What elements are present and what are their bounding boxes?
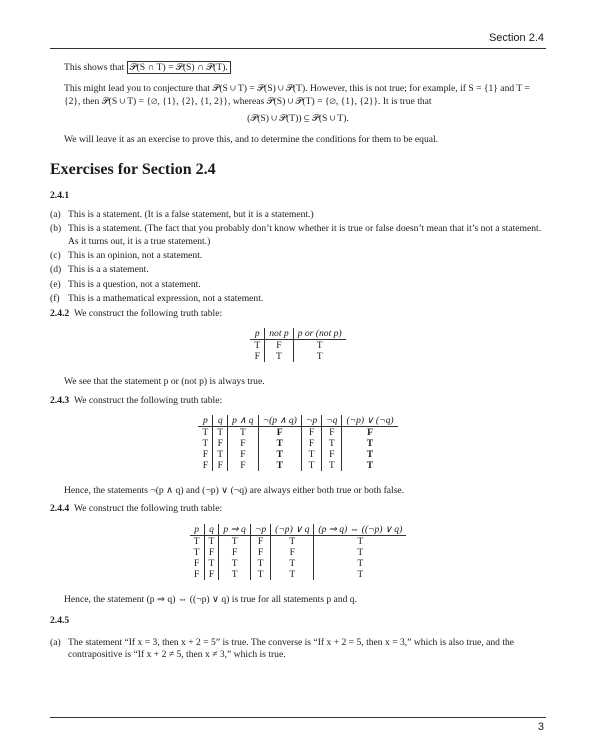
table-header: p ⇒ q <box>219 524 250 536</box>
truth-table-242 <box>250 328 345 362</box>
exercise-243-heading <box>50 395 546 407</box>
table-header: q <box>204 524 219 536</box>
exercise-conclusion: We see that the statement p or (not p) is always true. <box>64 376 265 388</box>
table-cell: T <box>198 438 212 449</box>
table-header: ¬p <box>250 524 270 536</box>
table-cell: F <box>228 449 258 460</box>
conjecture-paragraph: This might lead you to conjecture that 𝒫(S ∪ T) = 𝒫(S) ∪ 𝒫(T). However, this is not true; for example, if S = {1} and T = {2}, then 𝒫(S ∪ T) = {∅, {1}, {2}, {1, 2}}, whereas 𝒫(S) ∪ 𝒫(T) = {∅, {1}, {2}}. It is true that <box>64 83 530 107</box>
table-header: q <box>213 415 228 427</box>
table-cell: F <box>258 426 301 438</box>
exercise-245-list <box>50 637 546 662</box>
item-label: (c) <box>50 250 61 262</box>
list-item <box>50 293 546 305</box>
table-cell: T <box>366 448 374 460</box>
table-cell: T <box>258 438 301 449</box>
table-cell: T <box>204 535 219 547</box>
table-header: p <box>198 415 212 427</box>
table-row <box>250 351 345 362</box>
display-formula: (𝒫(S) ∪ 𝒫(T)) ⊆ 𝒫(S ∪ T). <box>247 113 349 125</box>
exercises-title: Exercises for Section 2.4 <box>50 161 216 179</box>
list-item <box>50 279 546 291</box>
table-cell: T <box>265 351 293 362</box>
table-cell: T <box>198 426 212 438</box>
table-cell: F <box>228 460 258 471</box>
truth-table-243 <box>198 415 397 471</box>
exercise-number: 2.4.2 <box>50 307 70 319</box>
table-cell: T <box>316 351 323 363</box>
table-row <box>198 449 397 460</box>
item-text: The statement “If x = 3, then x + 2 = 5” is true. The converse is “If x + 2 = 5, then x = 3,” which is also true, and the contrapositive is “If x + 2 ≠ 5, then x ≠ 3,” which is true. <box>68 636 515 660</box>
table-cell: T <box>250 340 264 352</box>
table-row <box>198 460 397 471</box>
table-cell: F <box>204 547 219 558</box>
table-header: ¬q <box>322 415 342 427</box>
table-row <box>190 535 407 547</box>
table-cell: F <box>213 460 228 471</box>
exercise-intro: We construct the following truth table: <box>73 307 223 319</box>
table-cell: T <box>301 460 321 471</box>
boxed-formula: 𝒫(S ∩ T) = 𝒫(S) ∩ 𝒫(T). <box>127 61 231 74</box>
item-text: This is an opinion, not a statement. <box>68 250 203 262</box>
item-text: This is a a statement. <box>68 264 149 276</box>
exercise-number: 2.4.5 <box>50 615 70 627</box>
truth-table-244 <box>190 524 407 580</box>
shows-prefix: This shows that <box>64 62 125 73</box>
table-row <box>190 547 407 558</box>
footer-rule <box>50 717 546 718</box>
exercise-intro: We construct the following truth table: <box>73 394 223 406</box>
item-text: This is a mathematical expression, not a statement. <box>68 293 264 305</box>
table-cell: T <box>271 558 314 569</box>
table-header: (¬p) ∨ q <box>271 524 314 536</box>
table-header: p ∧ q <box>228 415 258 427</box>
list-item <box>50 250 546 262</box>
table-cell: F <box>204 569 219 580</box>
item-label: (a) <box>50 636 61 648</box>
table-cell: T <box>250 558 270 569</box>
exercise-number: 2.4.4 <box>50 503 70 515</box>
table-cell: T <box>258 460 301 471</box>
table-cell: F <box>265 340 293 352</box>
table-cell: T <box>316 340 323 352</box>
table-header: p <box>250 328 264 340</box>
table-cell: T <box>228 426 258 438</box>
exercise-note: We will leave it as an exercise to prove this, and to determine the conditions for them to be equal. <box>64 133 439 145</box>
table-cell: F <box>301 426 321 438</box>
table-cell: T <box>190 547 204 558</box>
table-cell: T <box>366 437 374 449</box>
table-cell: T <box>219 535 250 547</box>
table-cell: T <box>301 449 321 460</box>
table-cell: T <box>357 557 364 569</box>
list-item <box>50 637 546 662</box>
table-header: not p <box>265 328 293 340</box>
exercise-244-heading <box>50 503 546 515</box>
table-cell: T <box>213 426 228 438</box>
intro-shows <box>50 62 546 74</box>
table-row <box>250 340 345 352</box>
table-cell: T <box>204 558 219 569</box>
table-cell: T <box>357 568 364 580</box>
list-item <box>50 223 546 248</box>
table-cell: T <box>322 438 342 449</box>
header-rule <box>50 48 546 49</box>
table-header: p or (not p) <box>293 328 345 340</box>
table-header: ¬(p ∧ q) <box>258 415 301 427</box>
table-cell: F <box>190 569 204 580</box>
exercise-conclusion: Hence, the statement (p ⇒ q) ⇔ ((¬p) ∨ q) is true for all statements p and q. <box>64 593 358 605</box>
table-cell: F <box>322 426 342 438</box>
table-cell: F <box>250 535 270 547</box>
table-cell: F <box>228 438 258 449</box>
table-cell: T <box>271 535 314 547</box>
table-cell: T <box>258 449 301 460</box>
item-label: (a) <box>50 208 61 220</box>
table-cell: F <box>367 426 373 438</box>
table-cell: F <box>250 547 270 558</box>
section-header: Section 2.4 <box>488 32 544 44</box>
table-cell: F <box>213 438 228 449</box>
exercise-242-heading <box>50 308 546 320</box>
exercise-number: 2.4.3 <box>50 394 70 406</box>
table-cell: T <box>219 558 250 569</box>
item-text: This is a statement. (It is a false statement, but it is a statement.) <box>68 208 314 220</box>
exercise-conclusion: Hence, the statements ¬(p ∧ q) and (¬p) ∨ (¬q) are always either both true or both false. <box>64 484 405 496</box>
table-header: (p ⇒ q) ⇔ ((¬p) ∨ q) <box>314 524 406 536</box>
list-item <box>50 209 546 221</box>
table-cell: T <box>357 546 364 558</box>
table-cell: T <box>213 449 228 460</box>
item-label: (e) <box>50 278 61 290</box>
page-content <box>50 62 546 663</box>
exercise-241-list <box>50 209 546 306</box>
item-text: This is a statement. (The fact that you probably don’t know whether it is true or false doesn’t mean that it’s not a statement. As it turns out, it is a true statement.) <box>68 223 542 247</box>
exercise-number: 2.4.1 <box>50 190 70 202</box>
table-cell: F <box>198 460 212 471</box>
table-cell: F <box>322 449 342 460</box>
table-row <box>190 558 407 569</box>
table-cell: F <box>250 351 264 362</box>
table-header: ¬p <box>301 415 321 427</box>
table-cell: F <box>271 547 314 558</box>
item-label: (f) <box>50 293 60 305</box>
table-header: p <box>190 524 204 536</box>
table-cell: T <box>271 569 314 580</box>
item-label: (b) <box>50 223 62 235</box>
table-cell: F <box>198 449 212 460</box>
table-header: (¬p) ∨ (¬q) <box>342 415 398 427</box>
table-cell: F <box>219 547 250 558</box>
page-number: 3 <box>537 721 544 733</box>
table-row <box>190 569 407 580</box>
table-cell: T <box>357 535 364 547</box>
list-item <box>50 264 546 276</box>
table-cell: F <box>190 558 204 569</box>
item-text: This is a question, not a statement. <box>68 278 201 290</box>
exercise-intro: We construct the following truth table: <box>73 503 223 515</box>
table-cell: T <box>322 460 342 471</box>
table-row <box>198 426 397 438</box>
table-cell: T <box>250 569 270 580</box>
table-cell: T <box>219 569 250 580</box>
table-cell: F <box>301 438 321 449</box>
table-cell: T <box>190 535 204 547</box>
item-label: (d) <box>50 264 62 276</box>
table-cell: T <box>366 459 374 471</box>
table-row <box>198 438 397 449</box>
